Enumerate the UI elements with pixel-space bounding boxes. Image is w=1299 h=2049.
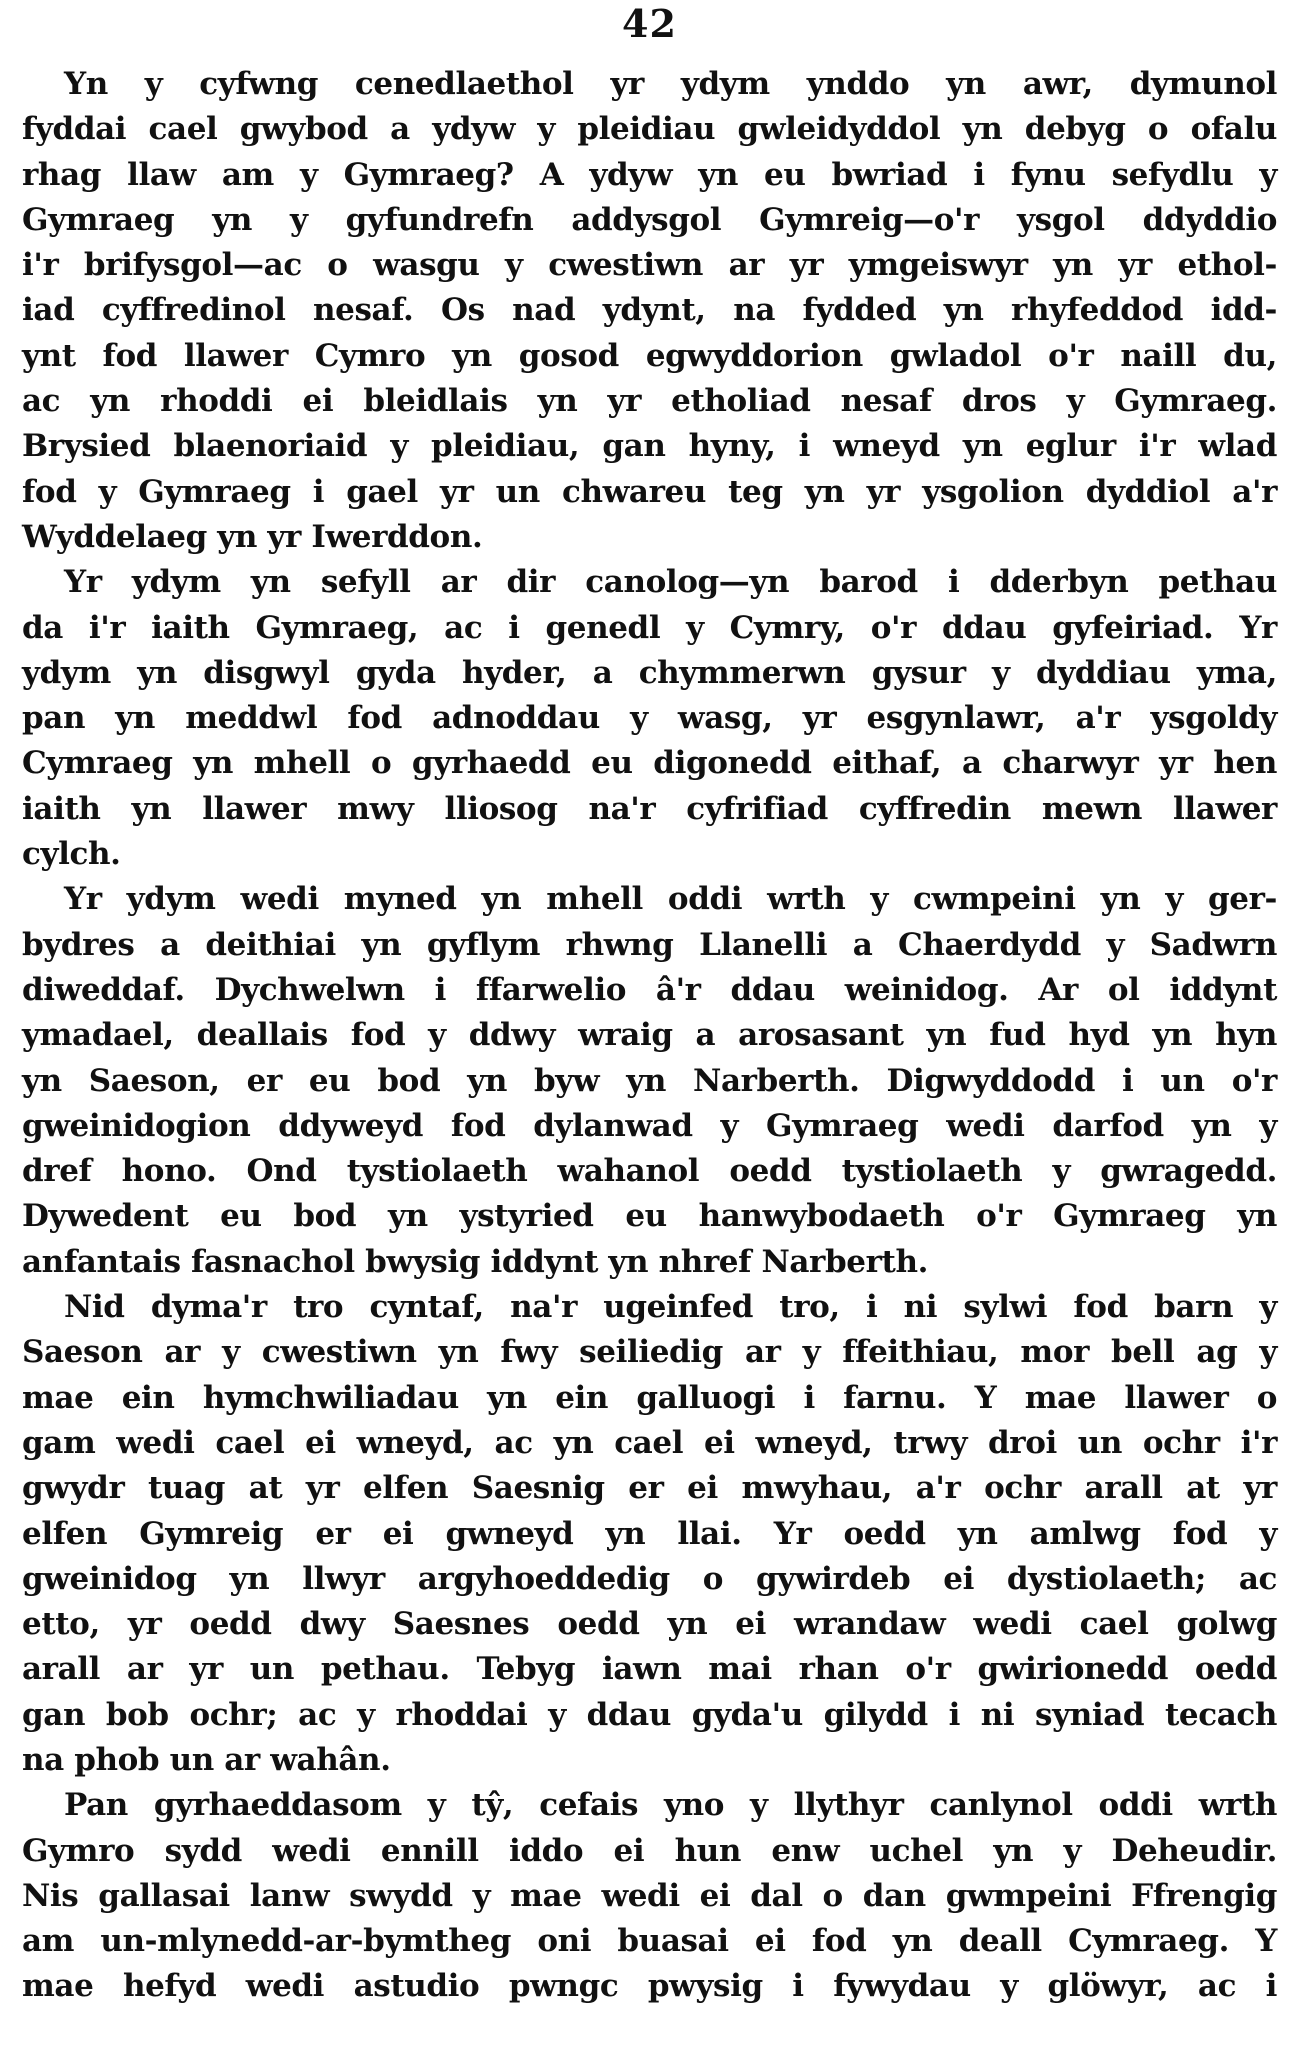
text-line: diweddaf. Dychwelwn i ffarwelio â'r ddau weinidog. Ar ol iddynt [22, 971, 1277, 1008]
paragraph [22, 560, 1277, 877]
text-line: Pan gyrhaeddasom y tŷ, cefais yno y llythyr canlynol oddi wrth [64, 1787, 1277, 1824]
text-line: dref hono. Ond tystiolaeth wahanol oedd tystiolaeth y gwragedd. [22, 1153, 1277, 1190]
text-line: ydym yn disgwyl gyda hyder, a chymmerwn gysur y dyddiau yma, [22, 654, 1277, 691]
paragraph [22, 1783, 1277, 2009]
text-line: am un-mlynedd-ar-bymtheg oni buasai ei fod yn deall Cymraeg. Y [22, 1923, 1277, 1960]
paragraph [22, 877, 1277, 1285]
text-line: i'r brifysgol—ac o wasgu y cwestiwn ar yr ymgeiswyr yn yr ethol- [22, 247, 1277, 284]
text-line: Yr ydym wedi myned yn mhell oddi wrth y cwmpeini yn y ger- [64, 881, 1277, 918]
paragraph [22, 1285, 1277, 1783]
text-line: elfen Gymreig er ei gwneyd yn llai. Yr oedd yn amlwg fod y [22, 1515, 1277, 1552]
text-line: gan bob ochr; ac y rhoddai y ddau gyda'u gilydd i ni syniad tecach [22, 1696, 1277, 1733]
text-line: etto, yr oedd dwy Saesnes oedd yn ei wrandaw wedi cael golwg [22, 1606, 1277, 1643]
text-line: mae hefyd wedi astudio pwngc pwysig i fywydau y glöwyr, ac i [22, 1968, 1277, 2005]
text-line: rhag llaw am y Gymraeg? A ydyw yn eu bwriad i fynu sefydlu y [22, 156, 1277, 193]
text-line: ymadael, deallais fod y ddwy wraig a arosasant yn fud hyd yn hyn [22, 1017, 1277, 1054]
text-line: Gymro sydd wedi ennill iddo ei hun enw uchel yn y Deheudir. [22, 1832, 1277, 1869]
text-line: ynt fod llawer Cymro yn gosod egwyddorion gwladol o'r naill du, [22, 337, 1277, 374]
text-line: Nid dyma'r tro cyntaf, na'r ugeinfed tro, i ni sylwi fod barn y [64, 1289, 1277, 1326]
text-line: bydres a deithiai yn gyflym rhwng Llanelli a Chaerdydd y Sadwrn [22, 926, 1277, 963]
text-line: ac yn rhoddi ei bleidlais yn yr etholiad nesaf dros y Gymraeg. [22, 383, 1277, 420]
text-line: gam wedi cael ei wneyd, ac yn cael ei wneyd, trwy droi un ochr i'r [22, 1424, 1277, 1461]
text-line: Gymraeg yn y gyfundrefn addysgol Gymreig—o'r ysgol ddyddio [22, 201, 1277, 238]
text-line: yn Saeson, er eu bod yn byw yn Narberth. Digwyddodd i un o'r [22, 1062, 1277, 1099]
text-line: anfantais fasnachol bwysig iddynt yn nhref Narberth. [22, 1243, 928, 1280]
text-line: Dywedent eu bod yn ystyried eu hanwybodaeth o'r Gymraeg yn [22, 1198, 1277, 1235]
text-line: Brysied blaenoriaid y pleidiau, gan hyny, i wneyd yn eglur i'r wlad [22, 428, 1277, 465]
text-line: fyddai cael gwybod a ydyw y pleidiau gwleidyddol yn debyg o ofalu [22, 111, 1277, 148]
text-line: Saeson ar y cwestiwn yn fwy seiliedig ar y ffeithiau, mor bell ag y [22, 1334, 1277, 1371]
text-line: Wyddelaeg yn yr Iwerddon. [22, 518, 483, 555]
book-page [22, 0, 1277, 2049]
body-text [22, 62, 1277, 2010]
text-line: na phob un ar wahân. [22, 1741, 391, 1778]
text-line: da i'r iaith Gymraeg, ac i genedl y Cymry, o'r ddau gyfeiriad. Yr [22, 609, 1277, 646]
paragraph [22, 62, 1277, 560]
text-line: gweinidogion ddyweyd fod dylanwad y Gymraeg wedi darfod yn y [22, 1107, 1277, 1144]
text-line: Yr ydym yn sefyll ar dir canolog—yn barod i dderbyn pethau [64, 564, 1277, 601]
page-number: 42 [622, 1, 677, 46]
text-line: Nis gallasai lanw swydd y mae wedi ei dal o dan gwmpeini Ffrengig [22, 1877, 1277, 1914]
text-line: fod y Gymraeg i gael yr un chwareu teg yn yr ysgolion dyddiol a'r [22, 473, 1277, 510]
text-line: arall ar yr un pethau. Tebyg iawn mai rhan o'r gwirionedd oedd [22, 1651, 1277, 1688]
text-line: cylch. [22, 836, 121, 873]
text-line: Yn y cyfwng cenedlaethol yr ydym ynddo yn awr, dymunol [64, 66, 1277, 102]
text-line: mae ein hymchwiliadau yn ein galluogi i farnu. Y mae llawer o [22, 1379, 1277, 1416]
text-line: pan yn meddwl fod adnoddau y wasg, yr esgynlawr, a'r ysgoldy [22, 700, 1277, 737]
text-line: gweinidog yn llwyr argyhoeddedig o gywirdeb ei dystiolaeth; ac [22, 1560, 1277, 1597]
text-line: iaith yn llawer mwy lliosog na'r cyfrifiad cyffredin mewn llawer [22, 790, 1277, 827]
text-line: gwydr tuag at yr elfen Saesnig er ei mwyhau, a'r ochr arall at yr [22, 1470, 1277, 1507]
text-line: iad cyffredinol nesaf. Os nad ydynt, na fydded yn rhyfeddod idd- [22, 292, 1277, 329]
text-line: Cymraeg yn mhell o gyrhaedd eu digonedd eithaf, a charwyr yr hen [22, 745, 1277, 782]
